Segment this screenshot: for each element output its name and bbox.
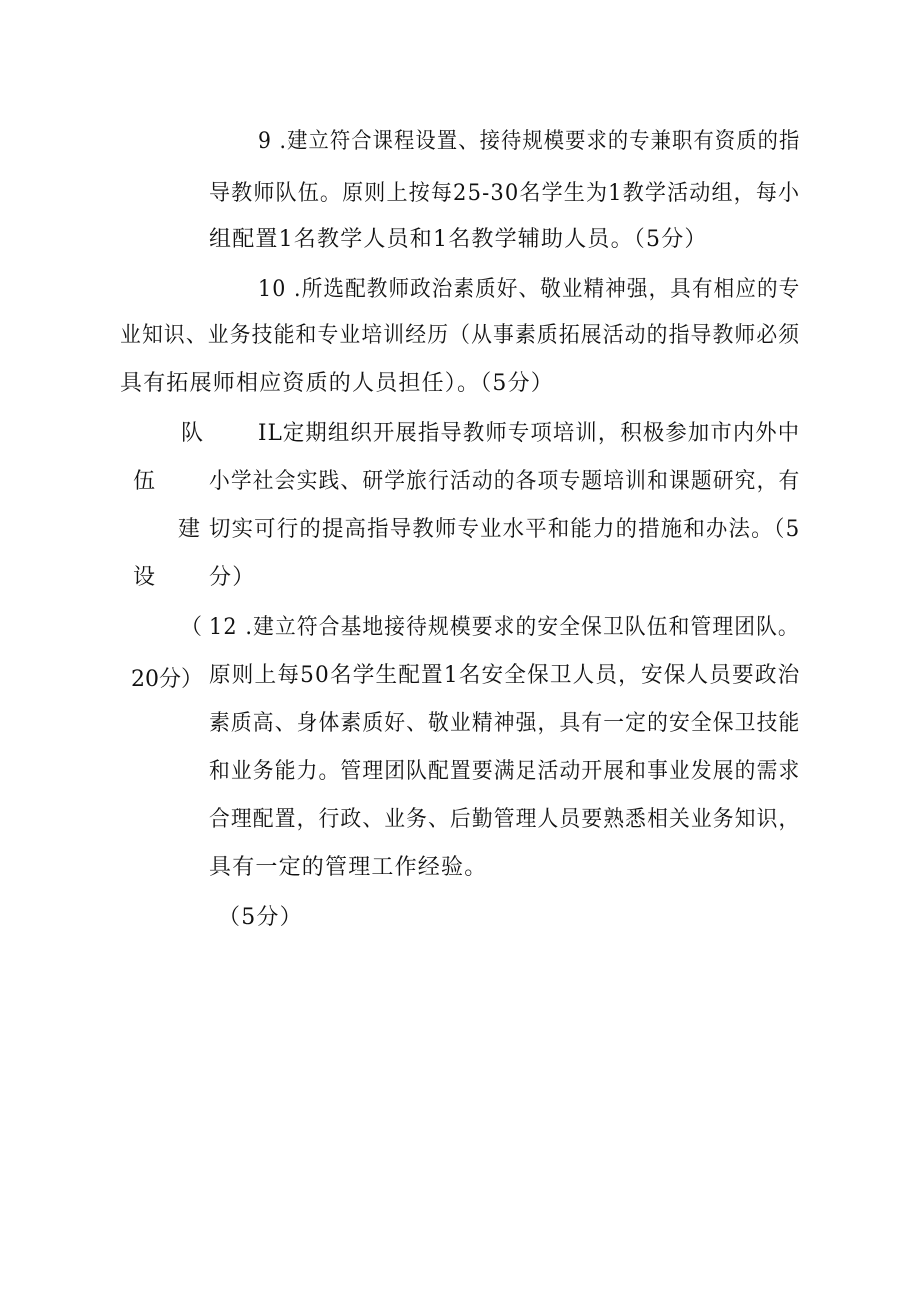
category-char-dui: 队: [181, 421, 204, 446]
item12-line-2: 原则上每50名学生配置1名安全保卫人员，安保人员要政治: [209, 663, 801, 688]
item10-line-1: 10 .所选配教师政治素质好、敬业精神强，具有相应的专: [258, 277, 801, 302]
category-score: 20分）: [131, 667, 203, 692]
item10-line-3: 具有拓展师相应资质的人员担任）。（5分）: [120, 371, 554, 396]
item12-line-3: 素质高、身体素质好、敬业精神强，具有一定的安全保卫技能: [209, 711, 801, 736]
category-char-jian: 建: [178, 517, 201, 542]
category-char-she: 设: [133, 565, 156, 590]
item11-line-3: 切实可行的提高指导教师专业水平和能力的措施和办法。（5: [209, 517, 801, 542]
category-score-open: （: [180, 615, 203, 640]
item12-line-6: 具有一定的管理工作经验。: [209, 855, 488, 880]
item12-line-4: 和业务能力。管理团队配置要满足活动开展和事业发展的需求: [209, 759, 801, 784]
category-char-wu: 伍: [133, 469, 156, 494]
item12-line-1: 12 .建立符合基地接待规模要求的安全保卫队伍和管理团队。: [209, 615, 800, 640]
item12-score: （5分）: [218, 905, 303, 930]
item11-line-1: IL定期组织开展指导教师专项培训，积极参加市内外中: [258, 421, 801, 446]
item10-line-2: 业知识、业务技能和专业培训经历（从事素质拓展活动的指导教师必须: [120, 323, 801, 348]
item11-line-2: 小学社会实践、研学旅行活动的各项专题培训和课题研究，有: [209, 469, 801, 494]
item9-line-3: 组配置1名教学人员和1名教学辅助人员。（5分）: [209, 227, 708, 252]
item9-line-2: 导教师队伍。原则上按每25-30名学生为1教学活动组，每小: [209, 181, 801, 206]
item12-line-5: 合理配置，行政、业务、后勤管理人员要熟悉相关业务知识，: [209, 807, 801, 832]
item11-line-4: 分）: [209, 565, 256, 590]
item9-line-1: 9 .建立符合课程设置、接待规模要求的专兼职有资质的指: [258, 129, 801, 154]
